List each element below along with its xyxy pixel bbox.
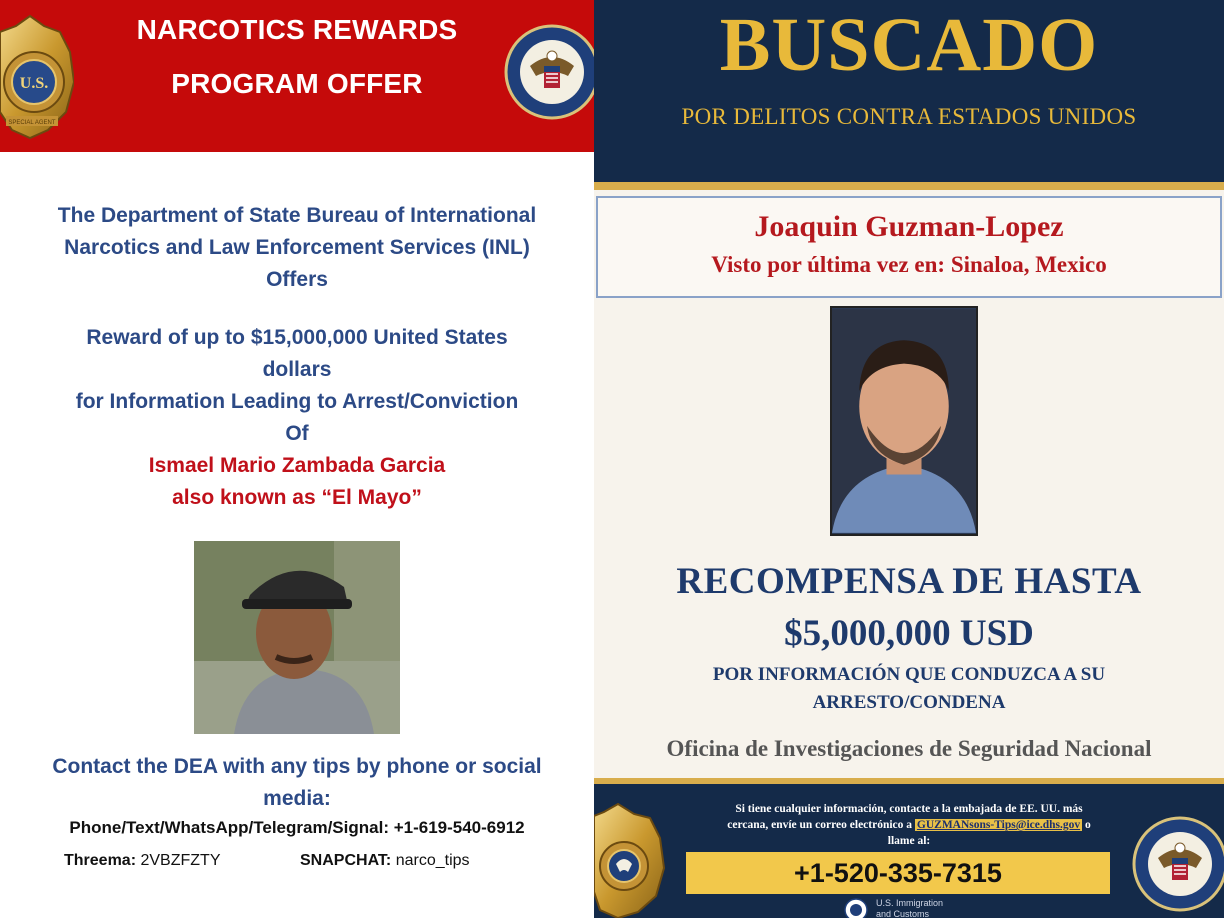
- reward-reason-1: POR INFORMACIÓN QUE CONDUZCA A SU: [712, 664, 1106, 685]
- reward-line-2: dollars: [262, 358, 332, 381]
- gold-divider: [594, 182, 1224, 190]
- subject-name: Ismael Mario Zambada Garcia: [148, 454, 446, 477]
- badge-special-agent-text: SPECIAL AGENT: [8, 120, 56, 126]
- threema-label: Threema:: [64, 852, 137, 869]
- agency-name: Oficina de Investigaciones de Seguridad Nacional: [666, 736, 1152, 761]
- state-department-seal-icon: [1130, 806, 1224, 918]
- contact-phone: [0, 816, 594, 840]
- suspect-photo-guzman: [830, 306, 978, 536]
- state-department-seal-icon: [504, 10, 594, 128]
- contact-line-1: Contact the DEA with any tips by phone or social: [52, 755, 542, 778]
- footer-text-3: llame al:: [887, 835, 931, 847]
- tip-email-link[interactable]: GUZMANsons-Tips@ice.dhs.gov: [916, 819, 1081, 831]
- reward-line-4: Of: [285, 422, 309, 445]
- last-seen: Visto por última vez en: Sinaloa, Mexico: [711, 252, 1107, 277]
- footer-text-2a: cercana, envíe un correo electrónico a: [727, 819, 913, 831]
- suspect-name: Joaquin Guzman-Lopez: [754, 210, 1064, 243]
- reward-heading: RECOMPENSA DE HASTA: [676, 561, 1142, 602]
- reward-reason-2: ARRESTO/CONDENA: [812, 692, 1006, 713]
- threema-contact: [64, 849, 220, 873]
- header-line-2: PROGRAM OFFER: [171, 68, 423, 99]
- intro-line-3: Offers: [266, 268, 328, 291]
- reward-line-1: Reward of up to $15,000,000 United States: [86, 326, 508, 349]
- rewards-poster-left: [0, 0, 594, 918]
- poster-header: [0, 0, 594, 152]
- name-box: [596, 196, 1222, 298]
- tip-phone-number[interactable]: +1-520-335-7315: [686, 852, 1110, 894]
- badge-us-text: U.S.: [19, 75, 49, 92]
- threema-id: 2VBZFZTY: [136, 852, 221, 869]
- footer-text-2b: o: [1082, 819, 1091, 831]
- wanted-subtitle: POR DELITOS CONTRA ESTADOS UNIDOS: [681, 104, 1137, 129]
- phone-number: : +1-619-540-6912: [383, 818, 525, 837]
- contact-line-2: media:: [263, 787, 331, 810]
- ice-label-2: and Customs: [876, 909, 930, 918]
- intro-line-2: Narcotics and Law Enforcement Services (INL): [64, 236, 530, 259]
- ice-label-1: U.S. Immigration: [876, 898, 944, 908]
- wanted-footer: [594, 778, 1224, 918]
- wanted-title: BUSCADO: [719, 3, 1099, 87]
- wanted-poster-right: [594, 0, 1224, 918]
- ice-seal-icon: [844, 898, 868, 918]
- reward-line-3: for Information Leading to Arrest/Conviction: [75, 390, 519, 413]
- wanted-header: [594, 0, 1224, 182]
- intro-line-1: The Department of State Bureau of International: [57, 204, 537, 227]
- snapchat-contact: [300, 849, 470, 873]
- phone-label: Phone/Text/WhatsApp/Telegram/Signal: [69, 818, 384, 837]
- header-line-1: NARCOTICS REWARDS: [136, 14, 458, 45]
- suspect-photo-zambada: [194, 541, 400, 734]
- reward-amount: $5,000,000 USD: [784, 613, 1034, 654]
- ice-label: [876, 898, 943, 918]
- footer-text-1: Si tiene cualquier información, contacte a la embajada de EE. UU. más: [735, 803, 1083, 815]
- subject-alias: also known as “El Mayo”: [172, 486, 422, 509]
- snapchat-handle: narco_tips: [391, 852, 470, 869]
- snapchat-label: SNAPCHAT:: [300, 852, 392, 869]
